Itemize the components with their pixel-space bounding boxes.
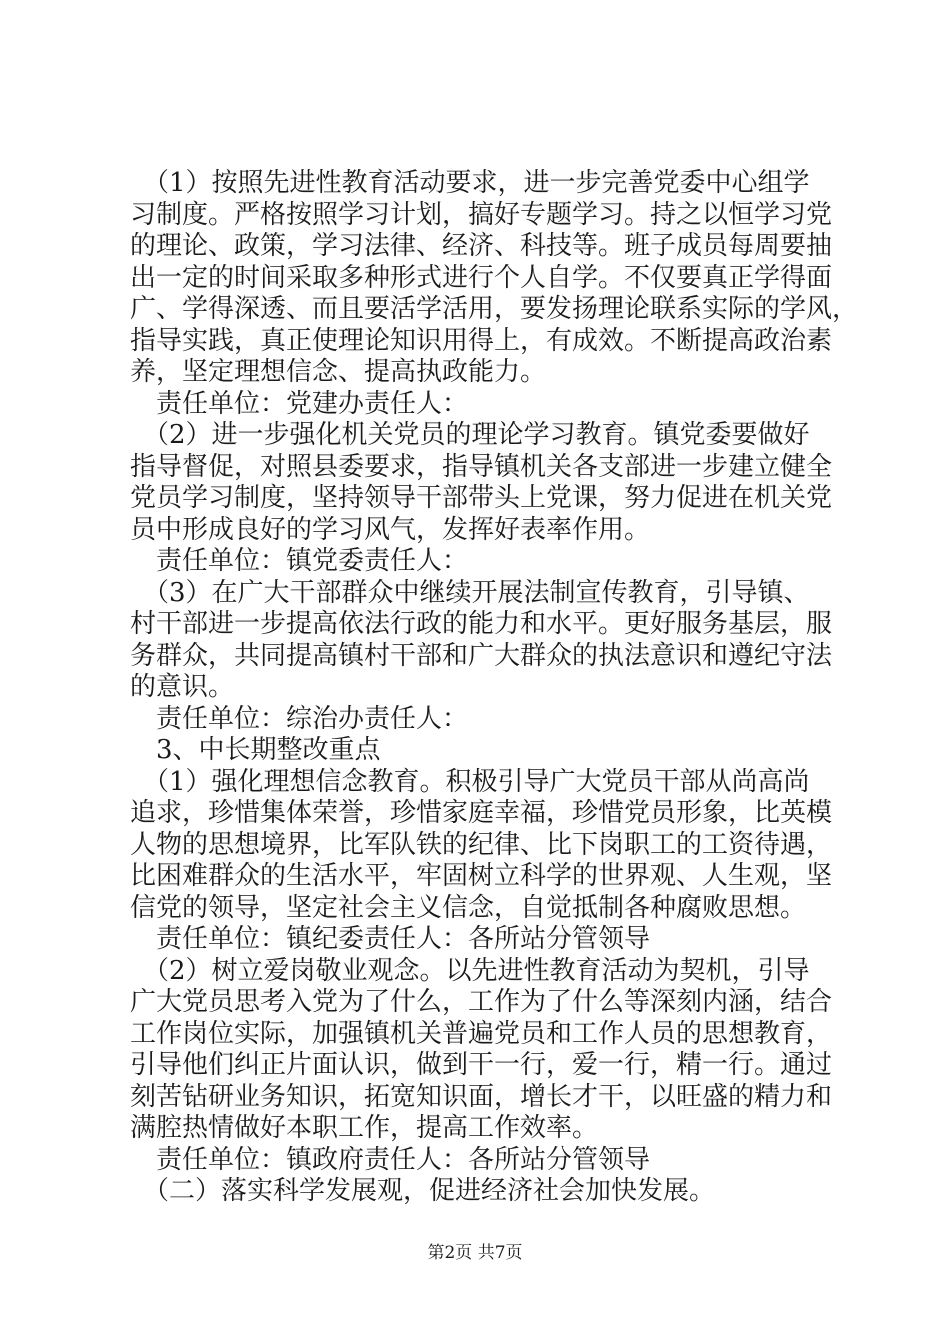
text-line: 指导督促，对照县委要求，指导镇机关各支部进一步建立健全: [130, 451, 833, 482]
text-line: 信党的领导，坚定社会主义信念，自觉抵制各种腐败思想。: [130, 892, 807, 923]
text-line: 的理论、政策，学习法律、经济、科技等。班子成员每周要抽: [130, 231, 833, 261]
text-line: 党员学习制度，坚持领导干部带头上党课，努力促进在机关党: [130, 483, 833, 513]
text-line: 比困难群众的生活水平，牢固树立科学的世界观、人生观，坚: [130, 861, 833, 891]
text-line: （1）强化理想信念教育。积极引导广大党员干部从尚高尚: [130, 766, 810, 797]
text-line: 员中形成良好的学习风气，发挥好表率作用。: [130, 514, 651, 545]
page-number: 第2页 共7页: [427, 1243, 523, 1263]
text-line: 习制度。严格按照学习计划，搞好专题学习。持之以恒学习党: [130, 199, 833, 230]
text-line: 务群众，共同提高镇村干部和广大群众的执法意识和遵纪守法: [130, 640, 833, 671]
page-footer: [0, 1241, 950, 1265]
responsibility-line: 责任单位：镇纪委责任人：各所站分管领导: [130, 924, 651, 954]
text-line: 工作岗位实际，加强镇机关普遍党员和工作人员的思想教育，: [130, 1018, 833, 1049]
text-line: 广、学得深透、而且要活学活用，要发扬理论联系实际的学风，: [130, 294, 859, 324]
text-line: 的意识。: [130, 672, 235, 702]
text-line: 引导他们纠正片面认识，做到干一行，爱一行，精一行。通过: [130, 1050, 833, 1080]
responsibility-line: 责任单位：综治办责任人：: [130, 703, 469, 734]
document-body: [130, 168, 859, 1208]
text-line: （3）在广大干部群众中继续开展法制宣传教育，引导镇、: [130, 577, 810, 608]
section-heading: 3、中长期整改重点: [130, 735, 381, 765]
text-line: （2）树立爱岗敬业观念。以先进性教育活动为契机，引导: [130, 955, 810, 986]
responsibility-line: 责任单位：镇政府责任人：各所站分管领导: [130, 1144, 651, 1175]
section-heading: （二）落实科学发展观，促进经济社会加快发展。: [130, 1176, 716, 1206]
text-line: 广大党员思考入党为了什么，工作为了什么等深刻内涵，结合: [130, 987, 833, 1017]
text-line: 养，坚定理想信念、提高执政能力。: [130, 357, 547, 387]
text-line: （2）进一步强化机关党员的理论学习教育。镇党委要做好: [130, 420, 810, 450]
text-line: 指导实践，真正使理论知识用得上，有成效。不断提高政治素: [130, 325, 833, 356]
text-line: 满腔热情做好本职工作，提高工作效率。: [130, 1113, 599, 1143]
text-line: 出一定的时间采取多种形式进行个人自学。不仅要真正学得面: [130, 262, 833, 293]
text-line: （1）按照先进性教育活动要求，进一步完善党委中心组学: [130, 168, 810, 198]
text-line: 追求，珍惜集体荣誉，珍惜家庭幸福，珍惜党员形象，比英模: [130, 798, 833, 828]
text-line: 人物的思想境界，比军队铁的纪律、比下岗职工的工资待遇，: [130, 829, 833, 860]
text-line: 刻苦钻研业务知识，拓宽知识面，增长才干，以旺盛的精力和: [130, 1081, 833, 1112]
text-line: 村干部进一步提高依法行政的能力和水平。更好服务基层，服: [130, 609, 833, 639]
responsibility-line: 责任单位：党建办责任人：: [130, 388, 469, 419]
responsibility-line: 责任单位：镇党委责任人：: [130, 546, 469, 576]
